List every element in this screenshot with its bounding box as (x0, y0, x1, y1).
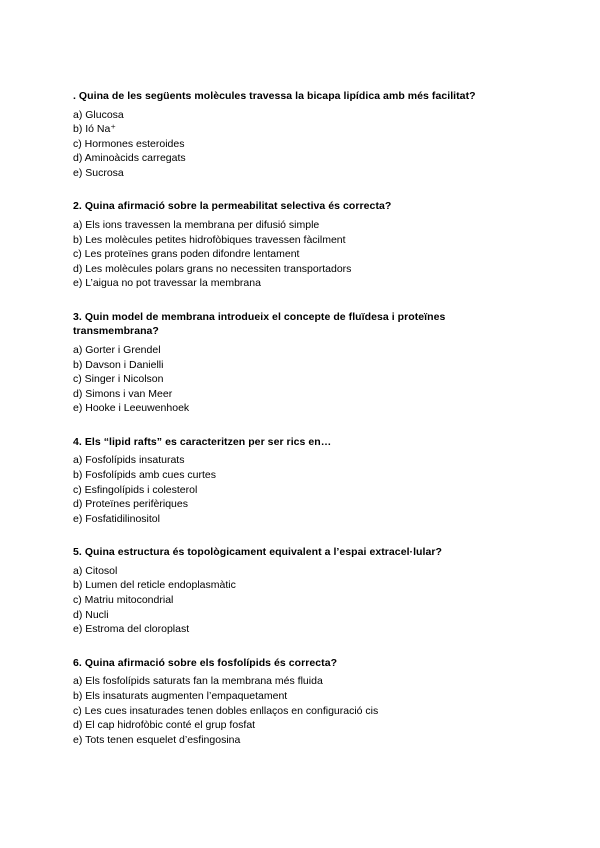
option-list (73, 674, 543, 747)
question-title: 2. Quina afirmació sobre la permeabilitat selectiva és correcta? (73, 200, 392, 213)
option-d: d) Proteïnes perifèriques (73, 498, 188, 511)
option-d: d) Aminoàcids carregats (73, 152, 186, 165)
option-e: e) Tots tenen esquelet d’esfingosina (73, 733, 241, 746)
option-e: e) Estroma del cloroplast (73, 623, 190, 636)
question-5 (73, 545, 543, 636)
option-a: a) Fosfolípids insaturats (73, 454, 185, 467)
option-list (73, 108, 543, 181)
question-3 (73, 310, 543, 416)
quiz-page (73, 89, 543, 766)
question-2 (73, 199, 543, 290)
option-c: c) Les cues insaturades tenen dobles enllaços en configuració cis (73, 704, 379, 717)
option-b: b) Els insaturats augmenten l’empaquetament (73, 689, 288, 702)
option-b: b) Les molècules petites hidrofòbiques travessen fàcilment (73, 233, 346, 246)
option-a: a) Els fosfolípids saturats fan la membrana més fluida (73, 675, 323, 688)
question-4 (73, 435, 543, 526)
option-list (73, 218, 543, 291)
option-b: b) Lumen del reticle endoplasmàtic (73, 579, 236, 592)
option-c: c) Esfingolípids i colesterol (73, 483, 198, 496)
option-a: a) Els ions travessen la membrana per difusió simple (73, 218, 320, 231)
option-e: e) L’aigua no pot travessar la membrana (73, 277, 261, 290)
option-e: e) Hooke i Leeuwenhoek (73, 402, 190, 415)
option-a: a) Gorter i Grendel (73, 343, 161, 356)
option-list (73, 564, 543, 637)
option-c: c) Les proteïnes grans poden difondre lentament (73, 248, 300, 261)
option-list (73, 343, 543, 416)
option-b: b) Davson i Danielli (73, 358, 164, 371)
question-title: 6. Quina afirmació sobre els fosfolípids és correcta? (73, 656, 338, 669)
option-a: a) Glucosa (73, 108, 124, 121)
question-title: 3. Quin model de membrana introdueix el concepte de fluïdesa i proteïnes transmembrana? (73, 310, 446, 338)
question-title: . Quina de les següents molècules travessa la bicapa lipídica amb més facilitat? (73, 90, 476, 102)
question-title: 4. Els “lipid rafts” es caracteritzen per ser rics en… (73, 435, 332, 448)
option-c: c) Matriu mitocondrial (73, 594, 174, 607)
option-c: c) Hormones esteroides (73, 137, 185, 150)
option-b: b) Fosfolípids amb cues curtes (73, 469, 216, 481)
option-b: b) Ió Na⁺ (73, 123, 116, 136)
option-e: e) Sucrosa (73, 166, 124, 179)
question-1 (73, 89, 543, 180)
option-d: d) Les molècules polars grans no necessiten transportadors (73, 262, 352, 275)
option-c: c) Singer i Nicolson (73, 373, 164, 386)
option-d: d) Simons i van Meer (73, 387, 173, 400)
option-d: d) El cap hidrofòbic conté el grup fosfat (73, 719, 256, 732)
option-e: e) Fosfatidilinositol (73, 512, 160, 525)
question-title: 5. Quina estructura és topològicament equivalent a l’espai extracel·lular? (73, 546, 442, 559)
option-d: d) Nucli (73, 608, 109, 621)
option-a: a) Citosol (73, 564, 118, 577)
option-list (73, 453, 543, 526)
question-6 (73, 656, 543, 747)
